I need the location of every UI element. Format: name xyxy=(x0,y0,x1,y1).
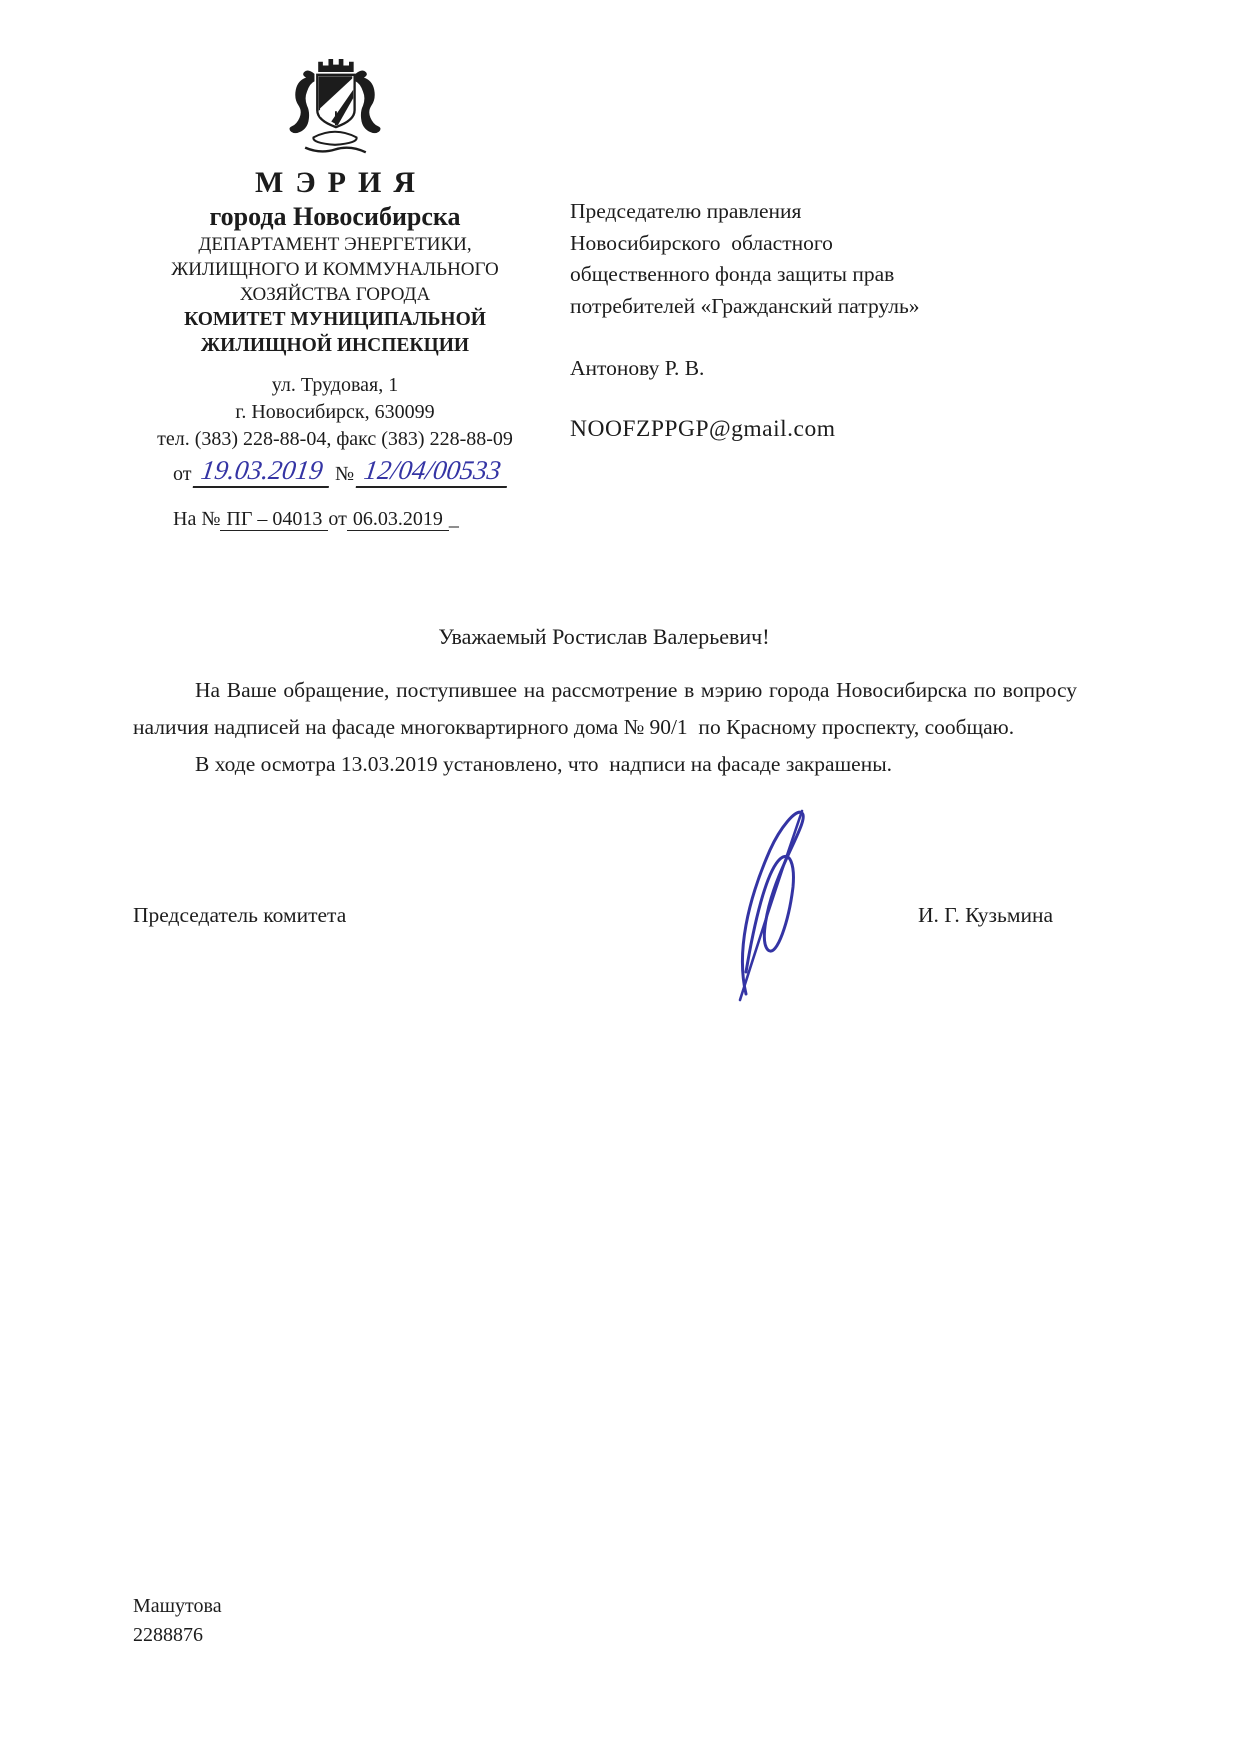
recipient-name: Антонову Р. В. xyxy=(570,356,705,380)
novosibirsk-coat-of-arms-icon xyxy=(95,55,575,160)
signer-name: И. Г. Кузьмина xyxy=(918,903,1053,927)
signature-row xyxy=(133,903,1053,928)
from-label: от xyxy=(173,463,192,485)
reply-from-label: от xyxy=(328,508,347,530)
reply-number: ПГ – 04013 xyxy=(220,508,328,531)
handwritten-signature xyxy=(716,792,838,1004)
department-line: ДЕПАРТАМЕНТ ЭНЕРГЕТИКИ, xyxy=(198,234,472,255)
reply-reference-line xyxy=(95,508,595,531)
recipient-line: Председателю правления xyxy=(570,199,802,223)
committee-line: КОМИТЕТ МУНИЦИПАЛЬНОЙ xyxy=(184,309,486,330)
body-paragraph: На Ваше обращение, поступившее на рассмотрение в мэрию города Новосибирска по вопросу наличия надписей на фасаде многоквартирного дома № 90/1 по Красному проспекту, сообщаю. xyxy=(133,678,1083,739)
recipient-email: NOOFZPPGP@gmail.com xyxy=(570,415,836,442)
reply-date: 06.03.2019 xyxy=(347,508,449,531)
handwritten-number: 12/04/00533 xyxy=(356,455,511,488)
address-city: г. Новосибирск, 630099 xyxy=(235,401,435,423)
handwritten-date: 19.03.2019 xyxy=(193,455,333,488)
address-block xyxy=(95,372,575,453)
signer-position: Председатель комитета xyxy=(133,903,347,927)
recipient-block xyxy=(570,196,1030,445)
org-title: МЭРИЯ xyxy=(255,166,427,199)
executor-name: Машутова xyxy=(133,1595,222,1617)
letterhead xyxy=(95,55,575,453)
committee-line: ЖИЛИЩНОЙ ИНСПЕКЦИИ xyxy=(200,335,470,356)
letter-body xyxy=(133,672,1083,783)
department-line: ЖИЛИЩНОГО И КОММУНАЛЬНОГО xyxy=(171,259,499,280)
address-phone-fax: тел. (383) 228-88-04, факс (383) 228-88-09 xyxy=(157,428,513,450)
org-subtitle: города Новосибирска xyxy=(209,202,461,231)
salutation: Уважаемый Ростислав Валерьевич! xyxy=(438,624,770,649)
reply-label: На № xyxy=(173,508,221,530)
outgoing-reference-line xyxy=(95,455,595,488)
address-street: ул. Трудовая, 1 xyxy=(271,374,399,396)
body-paragraph: В ходе осмотра 13.03.2019 установлено, что надписи на фасаде закрашены. xyxy=(195,752,893,776)
recipient-line: общественного фонда защиты прав xyxy=(570,262,895,286)
recipient-line: потребителей «Гражданский патруль» xyxy=(570,293,920,318)
recipient-line: Новосибирского областного xyxy=(570,230,833,255)
department-line: ХОЗЯЙСТВА ГОРОДА xyxy=(239,284,431,305)
executor-footer xyxy=(133,1592,222,1650)
number-label: № xyxy=(334,463,355,485)
executor-phone: 2288876 xyxy=(133,1624,203,1646)
reply-trailing-underscore: _ xyxy=(448,508,459,530)
